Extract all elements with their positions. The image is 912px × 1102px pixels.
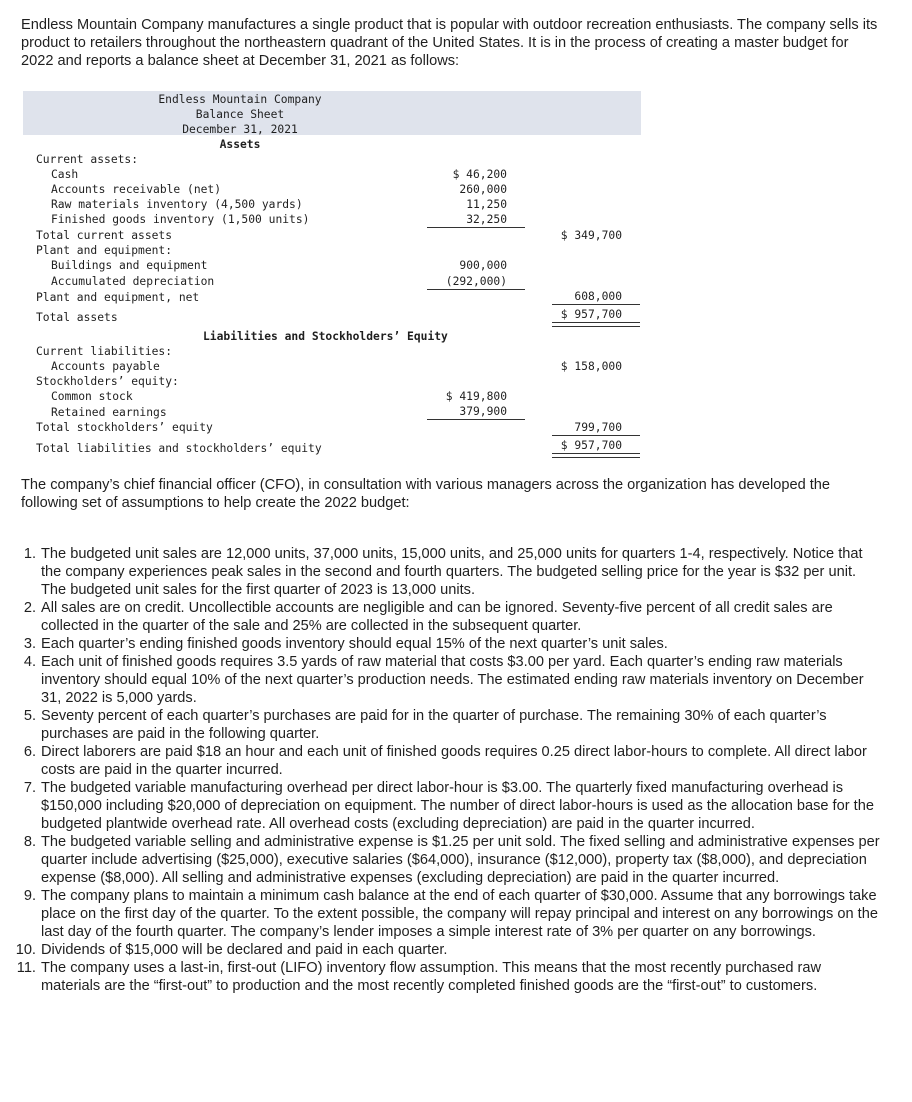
plant-equipment-label: Plant and equipment:: [36, 244, 173, 257]
buildings-equipment-label: Buildings and equipment: [51, 259, 208, 272]
intro-paragraph: Endless Mountain Company manufactures a single product that is popular with outdoor recreation enthusiasts. The company sells its product to retailers throughout the northeastern quadrant of the United States. It is in the process of creating a master budget for 2022 and reports a balance sheet at December 31, 2021 as follows:: [21, 17, 878, 69]
item-number: 4.: [23, 654, 36, 670]
total-current-assets-label: Total current assets: [36, 229, 173, 242]
accounts-receivable-value: 260,000: [459, 183, 507, 196]
retained-earnings-value: 379,900: [459, 405, 507, 418]
accounts-receivable-label: Accounts receivable (net): [51, 183, 222, 196]
assumptions-intro: The company’s chief financial officer (CFO), in consultation with various managers across the organization has developed the following set of assumptions to help create the 2022 budget:: [21, 477, 831, 511]
item-text: Seventy percent of each quarter’s purchases are paid for in the quarter of purchase. The remaining 30% of each quarter’s purchases are paid in the following quarter.: [41, 708, 827, 742]
buildings-equipment-value: 900,000: [459, 259, 507, 272]
item-text: The budgeted unit sales are 12,000 units, 37,000 units, 15,000 units, and 25,000 units for quarters 1-4, respectively. Notice that the company experiences peak sales in the second and fourth quarters. The budgeted selling price for the year is $32 per unit. The budgeted unit sales for the first quarter of 2023 is 13,000 units.: [41, 546, 863, 598]
accumulated-depreciation-value: (292,000): [445, 275, 507, 288]
liabilities-heading: Liabilities and Stockholders’ Equity: [203, 330, 448, 343]
retained-earnings-label: Retained earnings: [51, 406, 167, 419]
subtotal-rule: [427, 289, 525, 290]
company-name: Endless Mountain Company: [158, 93, 322, 106]
total-current-assets-value: $ 349,700: [560, 229, 622, 242]
list-item: [0, 545, 880, 599]
item-number: 10.: [15, 942, 36, 958]
item-text: Direct laborers are paid $18 an hour and each unit of finished goods requires 0.25 direct labor-hours to complete. All direct labor costs are paid in the quarter incurred.: [41, 744, 867, 778]
raw-materials-value: 11,250: [466, 198, 507, 211]
list-item: [0, 959, 880, 995]
item-text: Dividends of $15,000 will be declared and paid in each quarter.: [41, 942, 448, 958]
common-stock-label: Common stock: [51, 390, 133, 403]
item-number: 2.: [23, 600, 36, 616]
accounts-payable-value: $ 158,000: [560, 360, 622, 373]
item-number: 8.: [23, 834, 36, 850]
list-item: [0, 941, 880, 959]
accounts-payable-label: Accounts payable: [51, 360, 160, 373]
item-text: The company plans to maintain a minimum cash balance at the end of each quarter of $30,000. Assume that any borrowings take place on the first day of the quarter. To the extent possible, the company will repay principal and interest on any borrowings on the last day of the fourth quarter. The company’s lender imposes a simple interest rate of 3% per quarter on any borrowings.: [41, 888, 878, 940]
item-text: All sales are on credit. Uncollectible accounts are negligible and can be ignored. Seventy-five percent of all credit sales are collected in the quarter of the sale and 25% are collected in the subsequent quarter.: [41, 600, 833, 634]
list-item: [0, 779, 880, 833]
total-stockholders-equity-label: Total stockholders’ equity: [36, 421, 213, 434]
double-rule: [552, 453, 640, 458]
list-item: [0, 887, 880, 941]
assets-heading: Assets: [219, 138, 261, 151]
subtotal-rule: [427, 227, 525, 228]
plant-equipment-net-value: 608,000: [574, 290, 622, 303]
statement-date: December 31, 2021: [182, 123, 298, 136]
list-item: [0, 635, 880, 653]
total-assets-value: $ 957,700: [560, 308, 622, 321]
total-assets-label: Total assets: [36, 311, 118, 324]
assumptions-list: [0, 545, 880, 995]
double-rule: [552, 322, 640, 327]
cash-label: Cash: [51, 168, 79, 181]
item-number: 1.: [23, 546, 36, 562]
statement-title: Balance Sheet: [195, 108, 285, 121]
item-number: 3.: [23, 636, 36, 652]
total-rule: [552, 304, 640, 305]
item-text: The budgeted variable selling and administrative expense is $1.25 per unit sold. The fixed selling and administrative expenses per quarter include advertising ($25,000), executive salaries ($64,000), insurance ($12,000), property tax ($8,000), and depreciation expense ($8,000). All selling and administrative expenses (excluding depreciation) are paid in the quarter incurred.: [41, 834, 880, 886]
total-liabilities-equity-value: $ 957,700: [560, 439, 622, 452]
list-item: [0, 743, 880, 779]
common-stock-value: $ 419,800: [445, 390, 507, 403]
list-item: [0, 599, 880, 635]
cash-value: $ 46,200: [452, 168, 507, 181]
list-item: [0, 833, 880, 887]
item-number: 7.: [23, 780, 36, 796]
item-number: 5.: [23, 708, 36, 724]
item-text: The budgeted variable manufacturing overhead per direct labor-hour is $3.00. The quarterly fixed manufacturing overhead is $150,000 including $20,000 of depreciation on equipment. The number of direct labor-hours is used as the allocation base for the budgeted plantwide overhead rate. All overhead costs (excluding depreciation) are paid in the quarter incurred.: [41, 780, 874, 832]
current-assets-label: Current assets:: [36, 153, 139, 166]
list-item: [0, 707, 880, 743]
item-text: Each unit of finished goods requires 3.5 yards of raw material that costs $3.00 per yard. Each quarter’s ending raw materials inventory should equal 10% of the next quarter’s production needs. The estimated ending raw materials inventory on December 31, 2022 is 5,000 yards.: [41, 654, 864, 706]
finished-goods-value: 32,250: [466, 213, 507, 226]
item-text: Each quarter’s ending finished goods inventory should equal 15% of the next quarter’s unit sales.: [41, 636, 668, 652]
list-item: [0, 653, 880, 707]
finished-goods-label: Finished goods inventory (1,500 units): [51, 213, 310, 226]
item-number: 6.: [23, 744, 36, 760]
plant-equipment-net-label: Plant and equipment, net: [36, 291, 200, 304]
raw-materials-label: Raw materials inventory (4,500 yards): [51, 198, 303, 211]
item-text: The company uses a last-in, first-out (LIFO) inventory flow assumption. This means that the most recently purchased raw materials are the “first-out” to production and the most recently completed finished goods are the “first-out” to customers.: [41, 960, 822, 994]
accumulated-depreciation-label: Accumulated depreciation: [51, 275, 215, 288]
total-rule: [552, 435, 640, 436]
stockholders-equity-label: Stockholders’ equity:: [36, 375, 179, 388]
item-number: 11.: [16, 960, 36, 976]
subtotal-rule: [427, 419, 525, 420]
total-stockholders-equity-value: 799,700: [574, 421, 622, 434]
item-number: 9.: [23, 888, 36, 904]
current-liabilities-label: Current liabilities:: [36, 345, 173, 358]
total-liabilities-equity-label: Total liabilities and stockholders’ equity: [36, 442, 322, 455]
